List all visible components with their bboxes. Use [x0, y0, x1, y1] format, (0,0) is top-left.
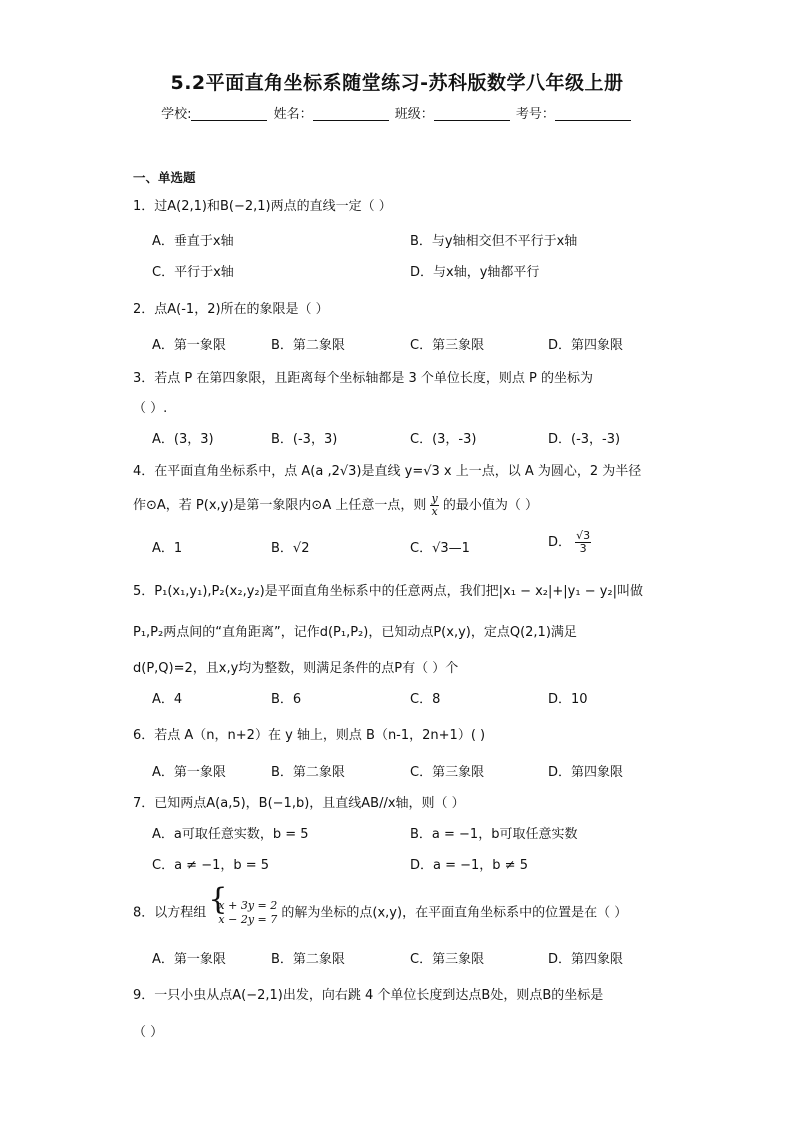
- question-5-stem-line-1: 5．P₁(x₁,y₁),P₂(x₂,y₂)是平面直角坐标系中的任意两点，我们把|x₁ − x₂|+|y₁ − y₂|叫做: [133, 584, 644, 599]
- fraction-denominator: x: [431, 505, 438, 518]
- question-6-option-c[interactable]: C．第三象限: [410, 765, 485, 780]
- page-title: 5.2平面直角坐标系随堂练习-苏科版数学八年级上册: [170, 72, 624, 94]
- question-8-option-b[interactable]: B．第二象限: [271, 952, 345, 967]
- question-5-option-d[interactable]: D．10: [548, 692, 588, 707]
- question-1-option-c[interactable]: C．平行于x轴: [152, 265, 234, 280]
- exam-no-blank[interactable]: [555, 106, 631, 121]
- question-1-option-a[interactable]: A．垂直于x轴: [152, 234, 234, 249]
- question-4-stem-line-2: [133, 493, 538, 518]
- sqrt3-over-3-fraction: [575, 530, 591, 555]
- question-8-stem-part-a: 8．以方程组: [133, 905, 207, 921]
- question-3-option-d[interactable]: D．(-3，-3): [548, 432, 621, 447]
- class-blank[interactable]: [434, 106, 510, 121]
- question-9-stem-line-2: （ ）: [133, 1025, 164, 1040]
- question-3-stem-line-2: （ ）.: [133, 401, 168, 416]
- question-4-option-d[interactable]: [548, 530, 591, 555]
- exam-no-label: 考号：: [515, 107, 555, 122]
- question-5-option-c[interactable]: C．8: [410, 692, 441, 707]
- equation-2: x − 2y = 7: [218, 913, 278, 926]
- name-blank[interactable]: [313, 106, 389, 121]
- question-4-option-a[interactable]: A．1: [152, 541, 183, 556]
- school-label: 学校:: [161, 107, 192, 122]
- question-3-option-c[interactable]: C．(3，-3): [410, 432, 477, 447]
- question-9-stem-line-1: 9．一只小虫从点A(−2,1)出发，向右跳 4 个单位长度到达点B处，则点B的坐标是: [133, 988, 604, 1003]
- question-8-option-c[interactable]: C．第三象限: [410, 952, 485, 967]
- question-2-option-d[interactable]: D．第四象限: [548, 338, 624, 353]
- name-label: 姓名：: [273, 107, 313, 122]
- question-7-option-b[interactable]: B．a = −1，b可取任意实数: [410, 827, 578, 842]
- question-5-stem-line-2: P₁,P₂两点间的“直角距离”，记作d(P₁,P₂)，已知动点P(x,y)，定点Q(2,1)满足: [133, 625, 577, 640]
- question-4-option-d-label: D．: [548, 535, 572, 550]
- equation-1: { x + 3y = 2: [218, 899, 278, 912]
- fraction-denominator: 3: [579, 542, 587, 555]
- question-4-option-c[interactable]: C．√3—1: [410, 541, 470, 556]
- question-7-option-c[interactable]: C．a ≠ −1，b = 5: [152, 858, 270, 873]
- question-6-stem: 6．若点 A（n，n+2）在 y 轴上，则点 B（n-1，2n+1）( ): [133, 728, 486, 743]
- class-label: 班级：: [394, 107, 434, 122]
- question-7-option-d[interactable]: D．a = −1，b ≠ 5: [410, 858, 528, 873]
- equation-system: [210, 899, 277, 927]
- question-3-option-a[interactable]: A．(3，3): [152, 432, 214, 447]
- question-7-stem: 7．已知两点A(a,5)，B(−1,b)，且直线AB//x轴，则（ ）: [133, 796, 465, 811]
- question-4-stem-line-1: 4．在平面直角坐标系中，点 A(a ,2√3)是直线 y=√3 x 上一点，以 A 为圆心，2 为半径: [133, 464, 642, 479]
- question-6-option-b[interactable]: B．第二象限: [271, 765, 345, 780]
- question-1-stem: 1．过A(2,1)和B(−2,1)两点的直线一定（ ）: [133, 199, 392, 214]
- question-4-option-b[interactable]: B．√2: [271, 541, 310, 556]
- section-heading: 一、单选题: [133, 170, 196, 185]
- question-3-option-b[interactable]: B．(-3，3): [271, 432, 338, 447]
- question-5-option-b[interactable]: B．6: [271, 692, 302, 707]
- question-2-option-a[interactable]: A．第一象限: [152, 338, 226, 353]
- question-8-option-d[interactable]: D．第四象限: [548, 952, 624, 967]
- question-2-option-c[interactable]: C．第三象限: [410, 338, 485, 353]
- question-8-stem-part-b: 的解为坐标的点(x,y)，在平面直角坐标系中的位置是在（ ）: [281, 905, 628, 921]
- y-over-x-fraction: [430, 493, 438, 518]
- fraction-numerator: y: [431, 492, 438, 505]
- question-1-option-d[interactable]: D．与x轴，y轴都平行: [410, 265, 540, 280]
- question-1-option-b[interactable]: B．与y轴相交但不平行于x轴: [410, 234, 578, 249]
- student-info-row: [0, 103, 794, 122]
- question-4-stem-part-b: 的最小值为（ ）: [442, 498, 538, 513]
- school-blank[interactable]: [191, 106, 267, 121]
- fraction-numerator: √3: [576, 529, 591, 542]
- question-8-option-a[interactable]: A．第一象限: [152, 952, 226, 967]
- question-6-option-d[interactable]: D．第四象限: [548, 765, 624, 780]
- question-8-stem: [133, 899, 627, 927]
- question-3-stem-line-1: 3．若点 P 在第四象限，且距离每个坐标轴都是 3 个单位长度，则点 P 的坐标为: [133, 371, 594, 386]
- question-5-stem-line-3: d(P,Q)=2，且x,y均为整数，则满足条件的点P有（ ）个: [133, 661, 459, 676]
- question-2-option-b[interactable]: B．第二象限: [271, 338, 345, 353]
- question-6-option-a[interactable]: A．第一象限: [152, 765, 226, 780]
- question-2-stem: 2．点A(-1，2)所在的象限是（ ）: [133, 302, 329, 317]
- question-4-stem-part-a: 作⊙A，若 P(x,y)是第一象限内⊙A 上任意一点，则: [133, 498, 427, 513]
- question-5-option-a[interactable]: A．4: [152, 692, 183, 707]
- question-7-option-a[interactable]: A．a可取任意实数，b = 5: [152, 827, 309, 842]
